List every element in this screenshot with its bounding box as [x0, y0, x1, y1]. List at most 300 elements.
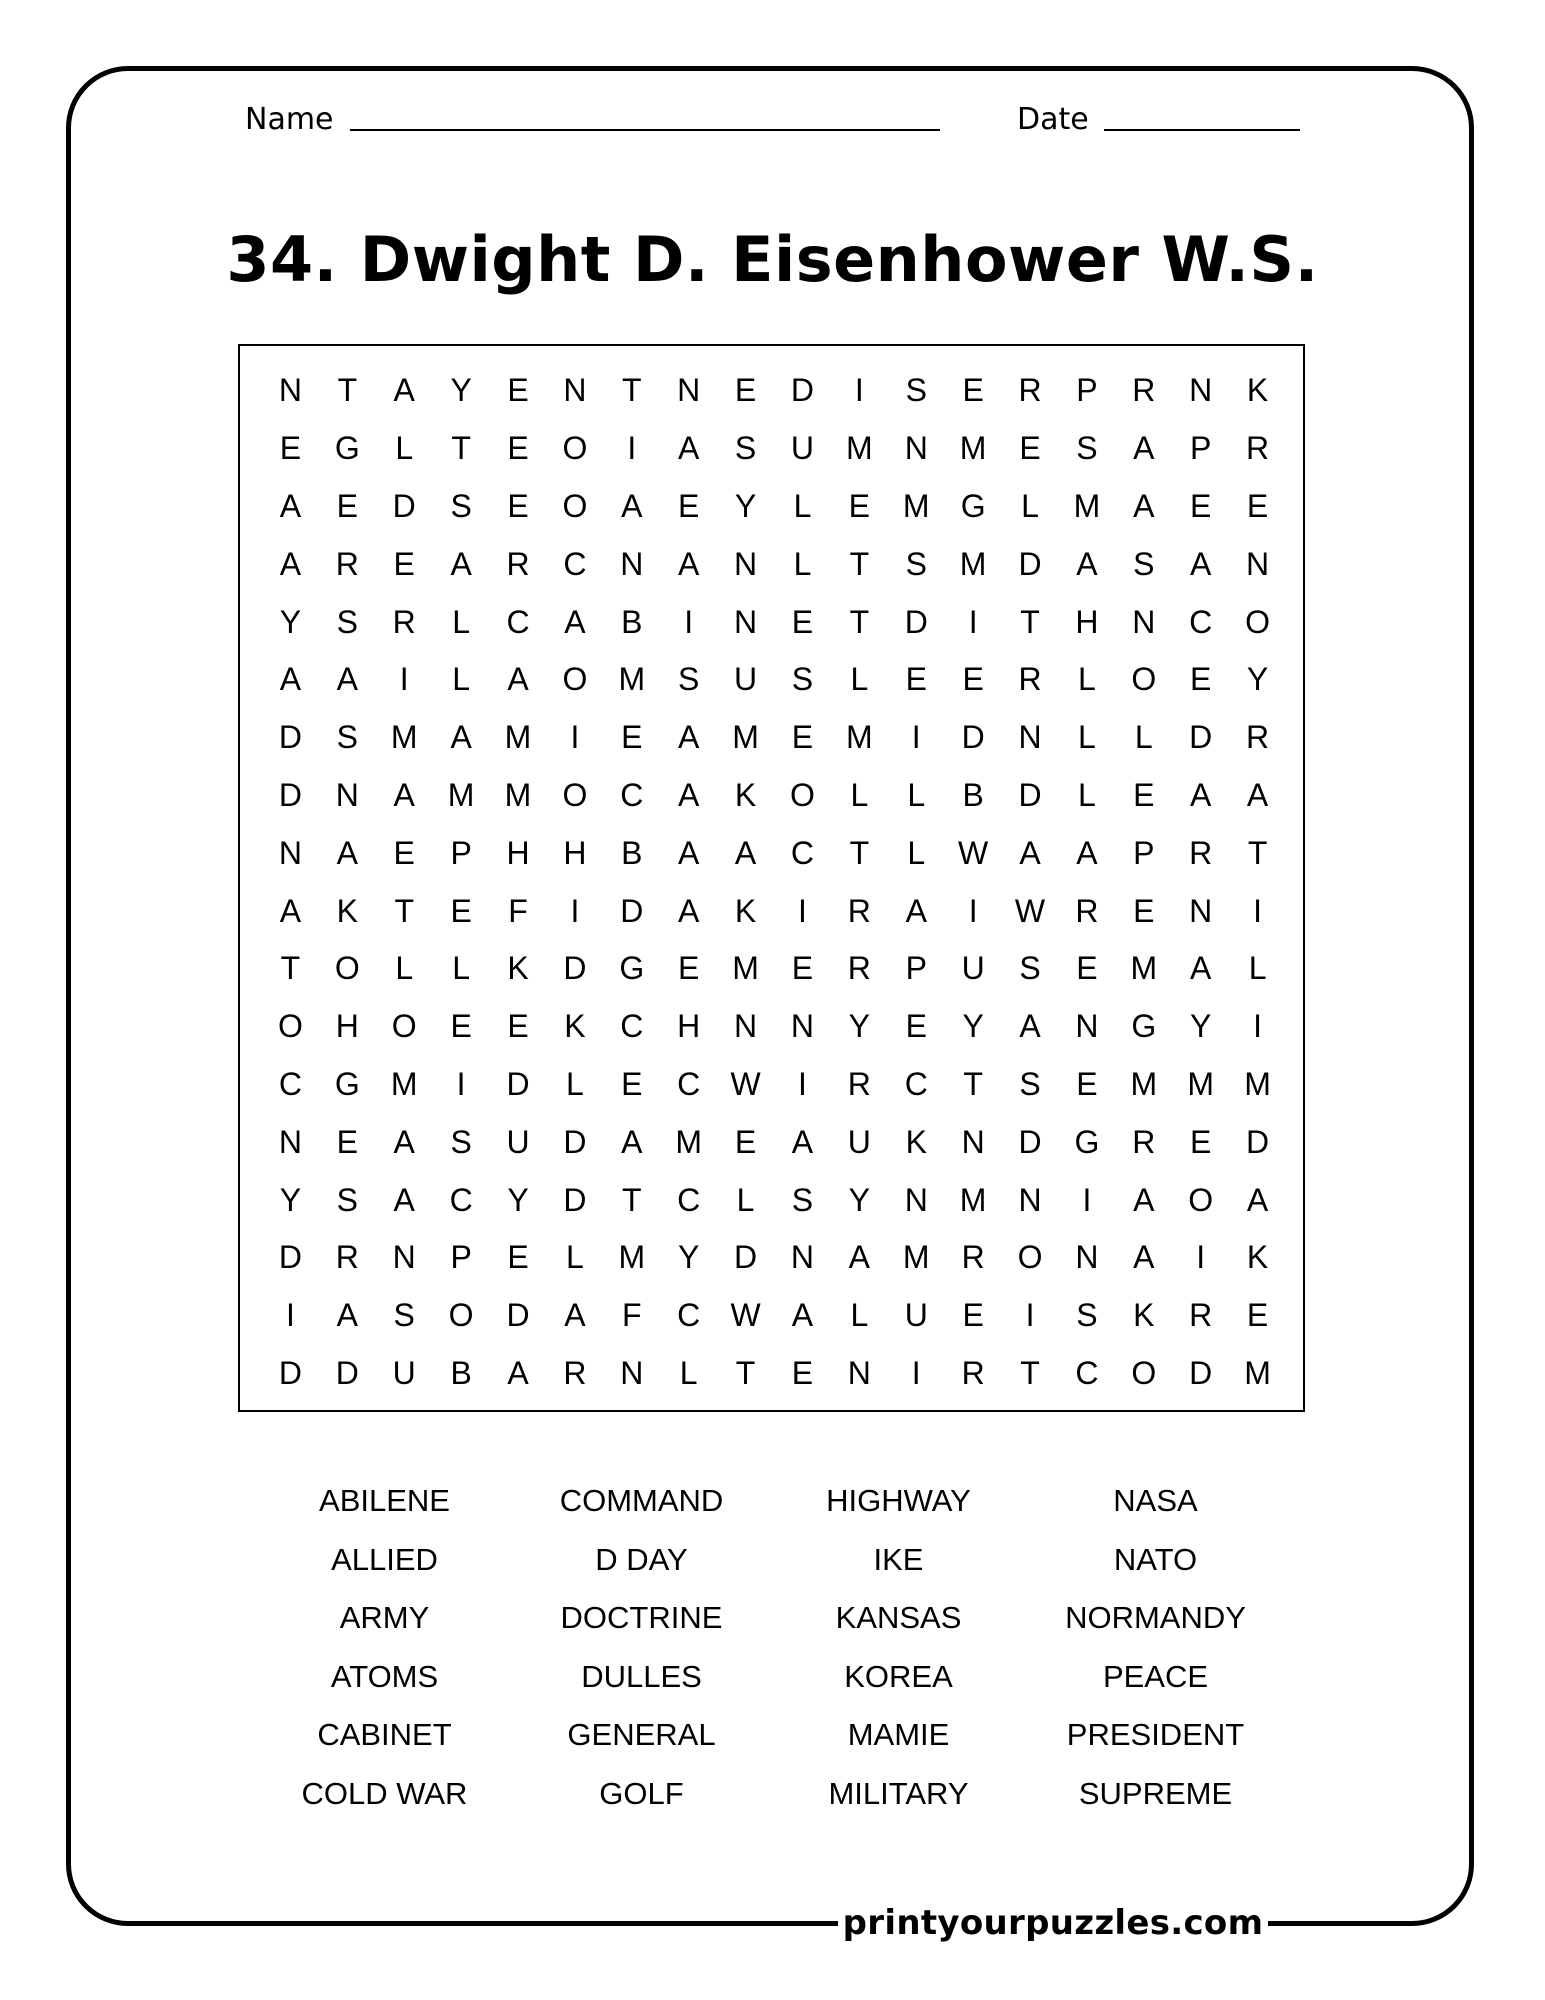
name-line [350, 129, 940, 131]
grid-letter: C [677, 1297, 701, 1334]
grid-letter: R [1132, 1123, 1156, 1160]
grid-letter: M [959, 1181, 987, 1218]
word-list-item: PRESIDENT [1066, 1717, 1245, 1752]
grid-letter: T [337, 372, 358, 409]
grid-letter: E [962, 372, 984, 409]
grid-letter: A [1190, 545, 1212, 582]
grid-letter: S [450, 487, 472, 524]
grid-letter: E [1133, 892, 1155, 929]
word-list-item: NATO [1113, 1541, 1198, 1577]
grid-letter: T [735, 1354, 756, 1391]
grid-letter: C [1075, 1354, 1099, 1391]
grid-letter: C [790, 834, 815, 871]
grid-letter: I [854, 372, 864, 409]
word-list-item: IKE [873, 1541, 924, 1577]
grid-letter: L [793, 545, 812, 582]
grid-letter: D [563, 950, 587, 987]
grid-letter: D [278, 1239, 302, 1276]
grid-letter: K [905, 1123, 927, 1160]
grid-letter: L [850, 1297, 869, 1334]
grid-letter: E [962, 661, 984, 698]
grid-letter: N [734, 545, 758, 582]
grid-letter: E [1019, 430, 1041, 467]
grid-letter: T [849, 603, 870, 640]
grid-letter: E [848, 487, 871, 524]
grid-letter: K [507, 950, 529, 987]
grid-letter: S [1019, 1065, 1041, 1102]
grid-letter: O [278, 1008, 303, 1045]
grid-letter: O [790, 776, 815, 813]
grid-letter: D [1018, 545, 1042, 582]
grid-letter: A [734, 834, 757, 871]
grid-letter: N [1246, 545, 1270, 582]
grid-letter: P [450, 1239, 472, 1276]
grid-letter: E [678, 950, 700, 987]
grid-letter: C [1189, 603, 1213, 640]
grid-letter: Y [962, 1008, 984, 1045]
grid-letter: S [1019, 950, 1041, 987]
grid-letter: A [393, 1123, 415, 1160]
grid-letter: E [791, 1354, 814, 1391]
grid-letter: N [1075, 1008, 1099, 1045]
grid-letter: A [450, 719, 472, 756]
grid-letter: A [393, 372, 415, 409]
grid-letter: Y [848, 1181, 871, 1218]
grid-letter: L [452, 603, 471, 640]
grid-letter: T [622, 1181, 642, 1218]
grid-letter: L [850, 776, 869, 813]
grid-letter: S [678, 661, 700, 698]
grid-letter: A [507, 1354, 529, 1391]
grid-letter: A [279, 892, 302, 929]
grid-letter: I [968, 892, 978, 929]
grid-letter: A [279, 487, 302, 524]
grid-letter: A [678, 545, 700, 582]
grid-letter: K [564, 1008, 586, 1045]
grid-letter: A [336, 834, 358, 871]
grid-letter: S [905, 545, 927, 582]
grid-letter: A [1246, 776, 1269, 813]
grid-letter: O [1017, 1239, 1043, 1276]
grid-letter: A [336, 661, 358, 698]
grid-letter: U [506, 1123, 530, 1160]
grid-letter: A [1246, 1181, 1269, 1218]
grid-letter: D [506, 1297, 530, 1334]
grid-letter: T [849, 545, 870, 582]
grid-letter: E [905, 1008, 927, 1045]
grid-letter: W [1014, 892, 1046, 929]
grid-letter: I [798, 892, 807, 929]
grid-letter: O [334, 950, 360, 987]
grid-letter: A [1133, 430, 1155, 467]
grid-letter: N [904, 430, 928, 467]
grid-letter: D [563, 1123, 587, 1160]
grid-letter: E [450, 892, 472, 929]
grid-letter: U [904, 1297, 928, 1334]
grid-letter: N [620, 545, 644, 582]
grid-letter: L [1078, 776, 1096, 813]
grid-letter: D [563, 1181, 587, 1218]
grid-letter: O [562, 661, 588, 698]
word-list-item: COLD WAR [301, 1775, 468, 1811]
grid-letter: L [395, 950, 414, 987]
word-list-item: ARMY [339, 1600, 430, 1635]
grid-letter: O [562, 430, 588, 467]
grid-letter: A [450, 545, 472, 582]
grid-letter: D [961, 719, 985, 756]
grid-letter: E [1133, 776, 1155, 813]
grid-letter: R [1189, 834, 1213, 871]
grid-letter: I [968, 603, 978, 640]
grid-letter: E [393, 545, 415, 582]
grid-letter: S [1076, 1297, 1098, 1334]
grid-letter: R [961, 1239, 985, 1276]
grid-letter: I [1025, 1297, 1035, 1334]
grid-letter: N [335, 776, 359, 813]
grid-letter: D [1018, 1123, 1042, 1160]
grid-letter: E [507, 430, 529, 467]
grid-letter: D [734, 1239, 758, 1276]
grid-letter: O [562, 776, 588, 813]
grid-letter: I [570, 892, 580, 929]
word-list-item: NORMANDY [1065, 1600, 1246, 1635]
grid-letter: N [1132, 603, 1156, 640]
grid-letter: A [1133, 487, 1155, 524]
grid-letter: U [392, 1354, 416, 1391]
grid-letter: K [1246, 1239, 1269, 1276]
grid-letter: E [734, 1123, 757, 1160]
grid-letter: L [1134, 719, 1153, 756]
grid-letter: C [278, 1065, 302, 1102]
grid-letter: E [678, 487, 700, 524]
grid-letter: N [1018, 1181, 1042, 1218]
grid-letter: Y [279, 1181, 302, 1218]
grid-letter: I [1253, 892, 1263, 929]
grid-letter: D [392, 487, 416, 524]
grid-letter: B [450, 1354, 472, 1391]
word-list-item: GOLF [599, 1775, 684, 1811]
grid-letter: Y [1246, 661, 1269, 698]
grid-letter: R [1246, 719, 1270, 756]
grid-letter: L [1078, 661, 1096, 698]
grid-letter: A [564, 1297, 586, 1334]
grid-letter: I [1253, 1008, 1263, 1045]
grid-letter: A [678, 834, 700, 871]
grid-letter: O [448, 1297, 474, 1334]
grid-letter: M [902, 1239, 930, 1276]
grid-letter: A [1019, 1008, 1041, 1045]
grid-letter: O [562, 487, 588, 524]
name-label: Name [245, 102, 334, 137]
grid-letter: M [1130, 950, 1158, 987]
grid-letter: R [563, 1354, 587, 1391]
grid-letter: S [791, 1181, 814, 1218]
grid-letter: A [1019, 834, 1041, 871]
grid-letter: E [621, 1065, 643, 1102]
grid-letter: E [1076, 1065, 1098, 1102]
grid-letter: M [504, 719, 532, 756]
grid-letter: S [1076, 430, 1098, 467]
word-list-item: COMMAND [559, 1483, 724, 1518]
grid-letter: A [1076, 545, 1098, 582]
grid-letter: D [1189, 1354, 1213, 1391]
grid-letter: N [563, 372, 587, 409]
grid-letter: C [563, 545, 587, 582]
grid-letter: D [506, 1065, 530, 1102]
grid-letter: P [905, 950, 927, 987]
grid-letter: N [847, 1354, 871, 1391]
grid-letter: S [393, 1297, 415, 1334]
grid-letter: M [1187, 1065, 1215, 1102]
grid-letter: S [336, 719, 358, 756]
grid-letter: R [847, 1065, 871, 1102]
grid-letter: G [334, 1065, 360, 1102]
grid-letter: R [1189, 1297, 1213, 1334]
grid-letter: Y [279, 603, 302, 640]
grid-letter: F [508, 892, 528, 929]
grid-letter: A [393, 776, 415, 813]
grid-letter: K [1246, 372, 1269, 409]
grid-letter: I [456, 1065, 466, 1102]
grid-letter: B [621, 834, 643, 871]
grid-letter: C [620, 776, 644, 813]
grid-letter: L [566, 1239, 584, 1276]
grid-letter: A [621, 1123, 643, 1160]
grid-letter: T [1247, 834, 1268, 871]
grid-letter: A [905, 892, 927, 929]
grid-letter: K [1133, 1297, 1155, 1334]
word-list-item: MILITARY [828, 1775, 969, 1811]
grid-letter: A [393, 1181, 415, 1218]
grid-letter: K [336, 892, 358, 929]
grid-letter: N [278, 372, 302, 409]
grid-letter: A [1133, 1239, 1155, 1276]
page-title: 34. Dwight D. Eisenhower W.S. [226, 223, 1319, 296]
grid-letter: T [1020, 603, 1040, 640]
word-list-item: DOCTRINE [560, 1600, 723, 1635]
grid-letter: Y [507, 1181, 529, 1218]
date-line [1104, 129, 1300, 131]
grid-letter: E [791, 719, 814, 756]
grid-letter: G [1131, 1008, 1157, 1045]
grid-letter: R [506, 545, 530, 582]
word-list-item: SUPREME [1078, 1775, 1233, 1811]
grid-letter: R [1018, 372, 1042, 409]
word-list-item: CABINET [317, 1717, 452, 1752]
grid-letter: R [847, 892, 871, 929]
grid-letter: E [336, 1123, 358, 1160]
grid-letter: S [1133, 545, 1155, 582]
grid-letter: I [399, 661, 409, 698]
grid-letter: Y [678, 1239, 700, 1276]
puzzle-grid-box [238, 344, 1305, 1412]
grid-letter: E [1190, 487, 1212, 524]
grid-letter: N [734, 1008, 758, 1045]
word-list-item: PEACE [1102, 1658, 1209, 1694]
grid-letter: A [678, 719, 700, 756]
grid-letter: G [960, 487, 986, 524]
grid-letter: R [335, 545, 359, 582]
grid-letter: M [846, 719, 873, 756]
grid-letter: H [563, 834, 587, 871]
grid-letter: A [678, 776, 700, 813]
word-list-item: DULLES [581, 1658, 702, 1694]
grid-letter: Y [848, 1008, 871, 1045]
grid-letter: O [391, 1008, 417, 1045]
grid-letter: E [393, 834, 415, 871]
grid-letter: B [621, 603, 643, 640]
grid-letter: A [1190, 776, 1212, 813]
word-list-item: NASA [1113, 1483, 1198, 1518]
word-list-item: MAMIE [847, 1717, 950, 1752]
grid-letter: G [334, 430, 360, 467]
grid-letter: P [1133, 834, 1155, 871]
grid-letter: P [1190, 430, 1212, 467]
grid-letter: M [1130, 1065, 1158, 1102]
grid-letter: T [451, 430, 471, 467]
grid-letter: L [793, 487, 812, 524]
grid-letter: L [395, 430, 414, 467]
grid-letter: L [452, 661, 471, 698]
grid-letter: D [1189, 719, 1213, 756]
grid-letter: M [846, 430, 873, 467]
date-label: Date [1017, 102, 1089, 137]
grid-letter: A [848, 1239, 871, 1276]
word-list-item: D DAY [595, 1541, 688, 1577]
grid-letter: I [627, 430, 637, 467]
grid-letter: N [790, 1239, 815, 1276]
grid-letter: E [279, 430, 302, 467]
grid-letter: L [679, 1354, 698, 1391]
grid-letter: E [791, 950, 814, 987]
grid-letter: L [1021, 487, 1039, 524]
grid-letter: E [1246, 487, 1269, 524]
grid-letter: M [1244, 1065, 1271, 1102]
grid-letter: D [278, 1354, 302, 1391]
grid-letter: D [278, 776, 302, 813]
grid-letter: H [677, 1008, 701, 1045]
grid-letter: N [392, 1239, 416, 1276]
grid-letter: Y [450, 372, 472, 409]
grid-letter: W [730, 1297, 761, 1334]
grid-letter: I [911, 719, 921, 756]
grid-letter: L [907, 776, 926, 813]
grid-letter: A [621, 487, 643, 524]
word-list [256, 1472, 1284, 1823]
grid-letter: A [1076, 834, 1098, 871]
grid-letter: M [390, 1065, 418, 1102]
grid-letter: E [507, 372, 529, 409]
grid-letter: L [566, 1065, 584, 1102]
grid-letter: D [904, 603, 928, 640]
puzzle-grid [262, 362, 1282, 1402]
grid-letter: M [902, 487, 930, 524]
grid-letter: S [905, 372, 927, 409]
grid-letter: M [618, 661, 646, 698]
grid-letter: N [620, 1354, 644, 1391]
grid-letter: E [507, 1239, 529, 1276]
word-list-item: KOREA [844, 1658, 953, 1694]
grid-letter: N [734, 603, 758, 640]
grid-letter: L [736, 1181, 755, 1218]
grid-letter: A [1133, 1181, 1155, 1218]
grid-letter: A [564, 603, 586, 640]
grid-letter: I [911, 1354, 921, 1391]
grid-letter: E [450, 1008, 472, 1045]
grid-letter: A [791, 1297, 814, 1334]
grid-letter: R [1018, 661, 1042, 698]
grid-letter: I [286, 1297, 295, 1334]
grid-letter: D [278, 719, 302, 756]
grid-letter: T [394, 892, 414, 929]
grid-letter: I [1082, 1181, 1092, 1218]
grid-letter: N [1075, 1239, 1099, 1276]
grid-letter: R [1075, 892, 1099, 929]
grid-letter: P [1076, 372, 1098, 409]
grid-letter: E [621, 719, 643, 756]
grid-letter: O [1188, 1181, 1214, 1218]
grid-letter: A [678, 892, 700, 929]
grid-letter: M [618, 1239, 646, 1276]
grid-letter: M [959, 430, 987, 467]
grid-letter: L [1078, 719, 1096, 756]
word-list-item: HIGHWAY [826, 1483, 971, 1518]
grid-letter: Y [1190, 1008, 1212, 1045]
word-list-item: GENERAL [567, 1717, 716, 1752]
grid-letter: C [677, 1181, 701, 1218]
grid-letter: N [790, 1008, 815, 1045]
word-list-item: ALLIED [331, 1541, 438, 1577]
grid-letter: W [730, 1065, 761, 1102]
grid-letter: E [734, 372, 757, 409]
grid-letter: R [392, 603, 416, 640]
grid-letter: U [847, 1123, 871, 1160]
grid-letter: M [1073, 487, 1101, 524]
grid-letter: U [961, 950, 985, 987]
grid-letter: T [849, 834, 870, 871]
grid-letter: D [620, 892, 644, 929]
grid-letter: U [790, 430, 815, 467]
grid-letter: A [336, 1297, 358, 1334]
grid-letter: E [507, 487, 529, 524]
grid-letter: K [734, 776, 757, 813]
grid-letter: R [1246, 430, 1270, 467]
grid-letter: C [620, 1008, 644, 1045]
grid-letter: O [1131, 1354, 1157, 1391]
grid-letter: A [791, 1123, 814, 1160]
grid-letter: M [504, 776, 532, 813]
grid-letter: C [677, 1065, 701, 1102]
grid-letter: M [447, 776, 475, 813]
grid-letter: K [734, 892, 757, 929]
grid-letter: E [1190, 661, 1212, 698]
grid-letter: E [336, 487, 358, 524]
grid-letter: M [1244, 1354, 1271, 1391]
grid-letter: I [1196, 1239, 1206, 1276]
grid-letter: D [1018, 776, 1042, 813]
grid-letter: C [904, 1065, 928, 1102]
grid-letter: R [1132, 372, 1156, 409]
grid-letter: G [1074, 1123, 1100, 1160]
grid-letter: A [279, 661, 302, 698]
grid-letter: H [1075, 603, 1099, 640]
grid-letter: T [280, 950, 301, 987]
grid-letter: E [905, 661, 927, 698]
grid-letter: M [390, 719, 418, 756]
grid-letter: L [907, 834, 926, 871]
grid-letter: F [622, 1297, 642, 1334]
grid-letter: E [962, 1297, 984, 1334]
